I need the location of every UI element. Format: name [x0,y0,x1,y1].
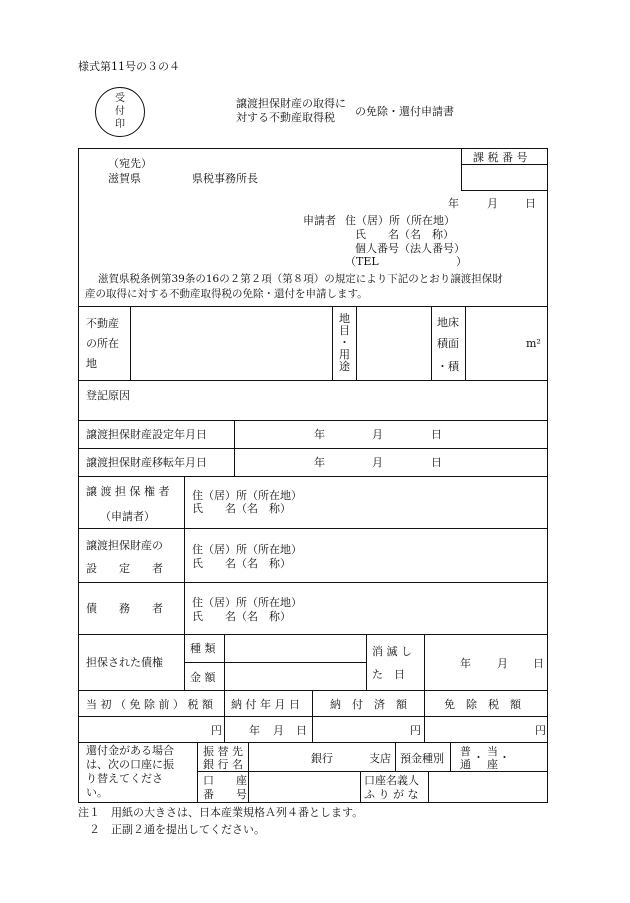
paid-yen: 円 [410,724,421,737]
refund-note-3: り替えてくださ [86,772,163,785]
land-use-char: ・ [339,336,350,349]
setter-label: 譲渡担保財産の [86,539,163,552]
claim-amount-label: 金 額 [190,671,216,684]
office-chief: 県税事務所長 [192,172,258,185]
set-date-day: 日 [431,428,442,441]
debtor-name-label: 氏 名（名 称） [192,610,291,623]
area-label-2: 積面 [437,337,459,350]
note-2: ２ 正副２通を提出してください。 [78,823,265,836]
land-use-char: 目 [339,324,350,337]
paid-amount-label: 納 付 済 額 [330,698,407,711]
debtor-address-label: 住（居）所（所在地） [192,596,302,609]
deposit-dot: ・ [473,751,484,764]
holder-address-label: 住（居）所（所在地） [192,489,302,502]
set-date-year: 年 [314,428,325,441]
date-day: 日 [525,197,536,210]
extinguished-label-2: た 日 [372,668,405,681]
reception-seal [95,87,145,137]
transfer-date-day: 日 [431,456,442,469]
claim-amount-field[interactable] [225,663,365,689]
payment-date-label: 納 付 年 月 日 [231,698,300,711]
applicant-label: 申請者 [303,214,336,227]
setter-address-label: 住（居）所（所在地） [192,543,302,556]
payment-month: 月 [273,724,284,737]
statement-line2: 産の取得に対する不動産取得税の免除・還付を申請します。 [85,288,368,300]
extinguished-day: 日 [533,657,544,670]
date-month: 月 [487,197,498,210]
date-year: 年 [448,197,459,210]
payment-day: 日 [296,724,307,737]
deposit-type-label: 預金種別 [400,752,444,765]
seal-char: 受 [115,93,125,104]
claim-type-label: 種 類 [190,642,216,655]
bank-label-2: 銀 行 名 [203,758,243,771]
location-label-2: の所在 [86,337,119,350]
setter-sub-label: 設 定 者 [86,562,163,575]
seal-char: 付 [115,106,125,117]
bank-label-1: 振 替 先 [203,745,243,758]
branch-suffix: 支店 [369,752,391,765]
account-holder-field[interactable] [429,772,547,802]
area-label-1: 地床 [437,316,459,329]
holder-name-label: 氏 名（名 称） [192,502,291,515]
form-number: 様式第11号の３の４ [78,60,180,73]
claim-type-field[interactable] [225,635,365,661]
account-number-field[interactable] [249,772,359,802]
holder-sub-label: （申請者） [100,510,155,523]
area-label-3: ・積 [437,360,459,373]
refund-note-2: は、次の口座に振 [86,758,174,771]
statement-line1: 滋賀県税条例第39条の16の２第２項（第８項）の規定により下記のとおり譲渡担保財 [98,273,503,285]
prefecture: 滋賀県 [108,172,141,185]
account-holder-label: 口座名義人 [364,774,419,787]
land-use-char: 用 [339,348,350,361]
address-prefix: （宛先） [108,157,152,170]
payment-year: 年 [249,724,260,737]
applicant-id-label: 個人番号（法人番号） [355,242,465,255]
exempt-tax-label: 免 除 税 額 [444,698,521,711]
transfer-date-year: 年 [314,456,325,469]
deposit-option-current-2: 座 [487,758,498,771]
setter-name-label: 氏 名（名 称） [192,557,291,570]
original-tax-label: 当 初 （ 免 除 前 ） 税 額 [86,698,213,711]
deposit-option-ordinary: 普 [460,745,471,758]
land-use-char: 地 [339,312,350,325]
property-location-field[interactable] [131,307,331,379]
account-holder-kana-label: ふ り が な [364,788,419,801]
bank-suffix: 銀行 [311,752,333,765]
transfer-date-month: 月 [372,456,383,469]
title-suffix: の免除・還付申請書 [355,105,454,118]
land-use-char: 途 [339,360,350,373]
applicant-address-label: 住（居）所（所在地） [345,214,455,227]
transfer-date-label: 譲渡担保財産移転年月日 [86,456,207,469]
tax-number-field[interactable] [462,165,547,189]
applicant-tel-label: （TEL [345,255,379,268]
original-tax-yen: 円 [211,724,222,737]
applicant-name-label: 氏 名（名 称） [355,228,454,241]
deposit-type-selector[interactable] [451,743,547,770]
deposit-option-current: 当 [487,745,498,758]
debtor-label: 債 務 者 [86,602,163,615]
account-number-label-2: 番 号 [203,788,247,801]
set-date-month: 月 [372,428,383,441]
extinguished-month: 月 [497,657,508,670]
registration-cause-field[interactable] [160,381,547,419]
deposit-option-ordinary-2: 通 [460,758,471,771]
location-label-1: 不動産 [86,317,119,330]
title-line2: 対する不動産取得税 [236,111,335,124]
account-number-label-1: 口 座 [203,774,247,787]
extinguished-year: 年 [460,657,471,670]
deposit-dot: ・ [499,751,510,764]
applicant-tel-close: ） [456,255,467,268]
exempt-yen: 円 [535,724,546,737]
tax-number-label: 課 税 番 号 [473,151,528,164]
secured-claim-label: 担保された債権 [86,656,163,669]
note-1: 注１ 用紙の大きさは、日本産業規格Ａ列４番とします。 [78,806,364,819]
holder-label: 譲 渡 担 保 権 者 [86,485,170,498]
refund-note-4: い。 [86,786,108,799]
set-date-label: 譲渡担保財産設定年月日 [86,428,207,441]
land-use-field[interactable] [357,307,430,379]
title-line1: 譲渡担保財産の取得に [236,97,346,110]
extinguished-label-1: 消 滅 し [372,645,412,658]
location-label-3: 地 [86,357,97,370]
refund-note-1: 還付金がある場合 [86,744,174,757]
registration-cause-label: 登記原因 [86,389,130,402]
area-unit: m² [526,337,541,350]
seal-char: 印 [115,119,125,130]
